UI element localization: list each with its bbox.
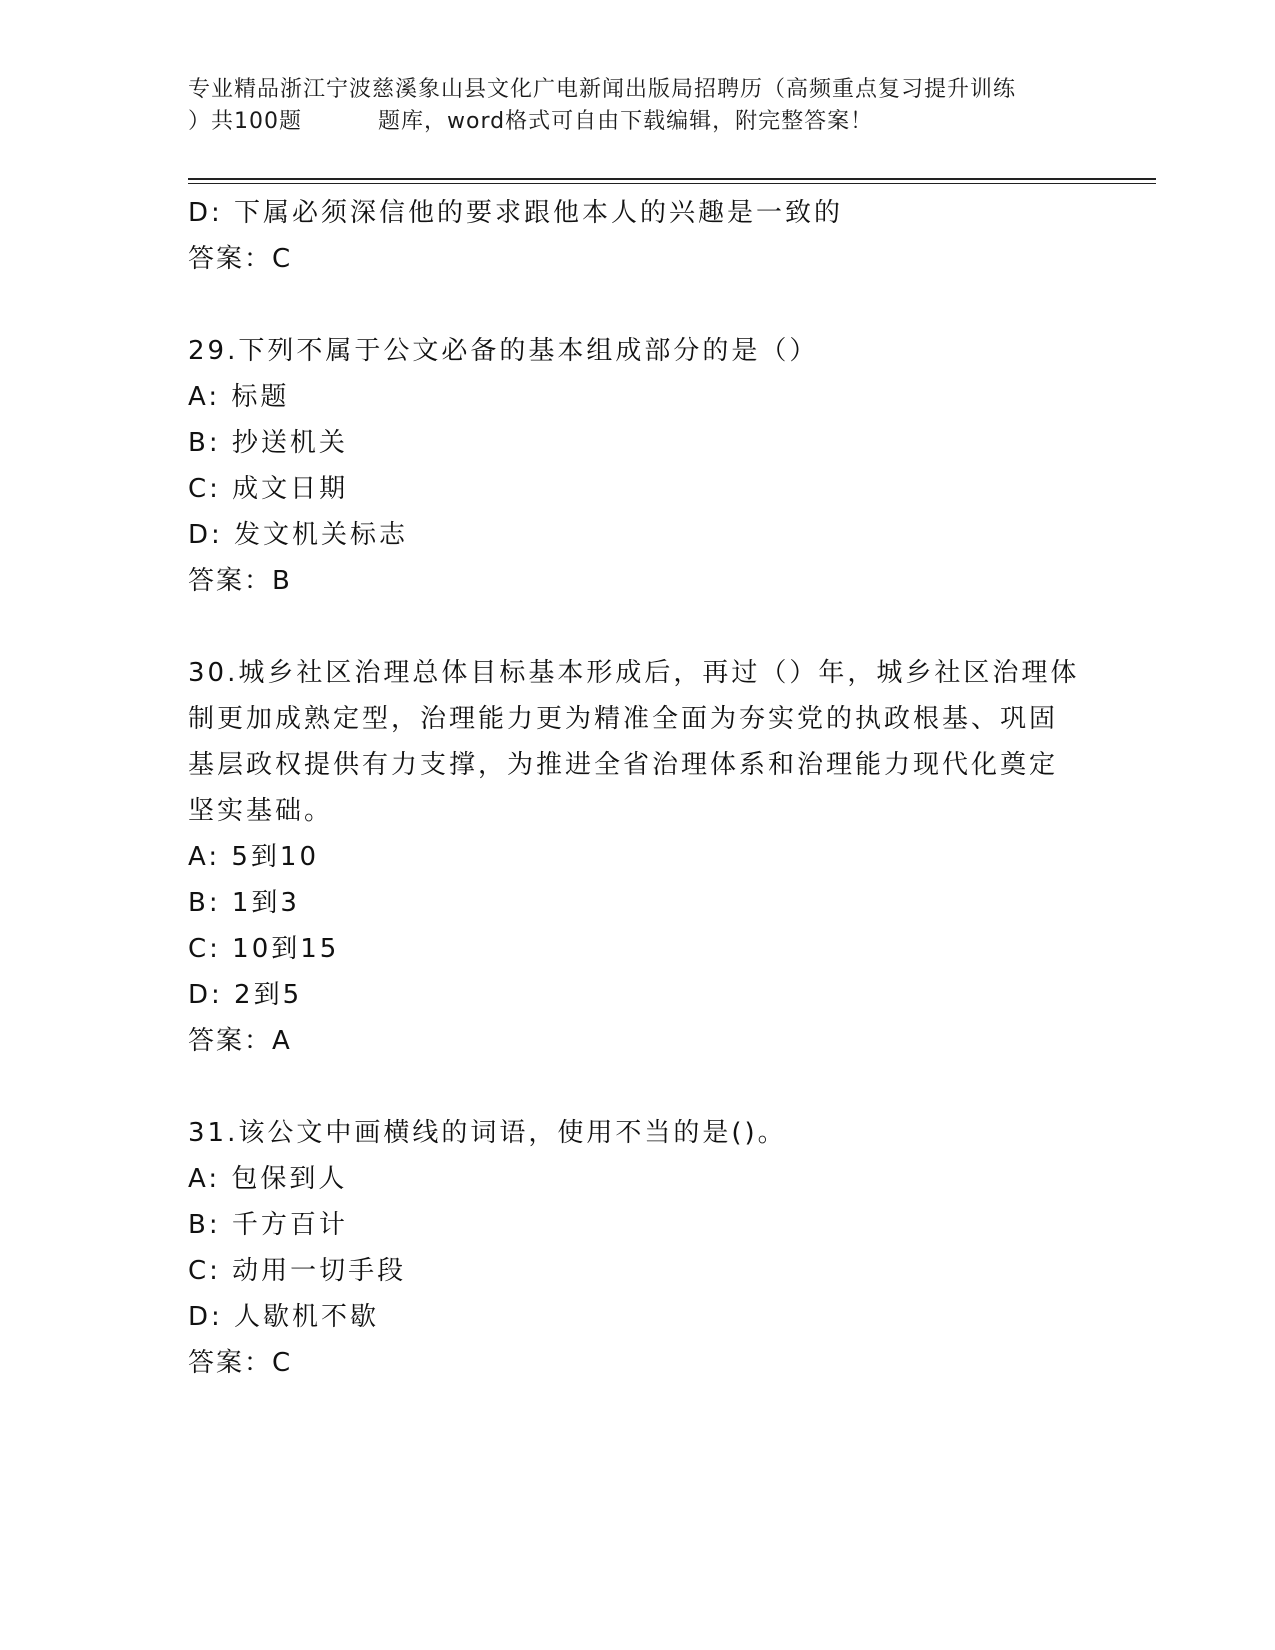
option-a: A: 包保到人: [188, 1164, 348, 1194]
header-line-1: 专业精品浙江宁波慈溪象山县文化广电新闻出版局招聘历（高频重点复习提升训练: [188, 77, 1017, 102]
option-c: C: 10到15: [188, 934, 340, 964]
option-d: D: 下属必须深信他的要求跟他本人的兴趣是一致的: [188, 198, 844, 228]
question-stem-line-1: 30.城乡社区治理总体目标基本形成后，再过（）年，城乡社区治理体: [188, 658, 1080, 688]
answer-line: 答案：C: [188, 1348, 293, 1378]
option-a: A: 5到10: [188, 842, 319, 872]
question-stem: 29.下列不属于公文必备的基本组成部分的是（）: [188, 336, 819, 366]
question-29: [188, 328, 1088, 604]
header-line-2-part-a: ）共100题: [188, 109, 302, 134]
option-c: C: 成文日期: [188, 474, 349, 504]
question-stem-line-4: 坚实基础。: [188, 796, 334, 826]
question-spacer: [188, 282, 1088, 328]
option-a: A: 标题: [188, 382, 290, 412]
header-line-2-part-b: 题库，word格式可自由下载编辑，附完整答案！: [378, 109, 874, 134]
question-stem-line-3: 基层政权提供有力支撑，为推进全省治理体系和治理能力现代化奠定: [188, 750, 1059, 780]
option-c: C: 动用一切手段: [188, 1256, 407, 1286]
question-spacer: [188, 1064, 1088, 1110]
document-body: [188, 190, 1088, 1386]
question-spacer: [188, 604, 1088, 650]
option-b: B: 千方百计: [188, 1210, 348, 1240]
question-31: [188, 1110, 1088, 1386]
option-b: B: 1到3: [188, 888, 300, 918]
header-line-2: [188, 106, 1088, 138]
option-b: B: 抄送机关: [188, 428, 348, 458]
header-divider-thin: [188, 183, 1156, 184]
answer-line: 答案：C: [188, 244, 293, 274]
option-d: D: 2到5: [188, 980, 303, 1010]
answer-line: 答案：B: [188, 566, 292, 596]
question-stem: 31.该公文中画横线的词语，使用不当的是()。: [188, 1118, 787, 1148]
document-header: [188, 74, 1088, 138]
answer-line: 答案：A: [188, 1026, 292, 1056]
question-stem-line-2: 制更加成熟定型，治理能力更为精准全面为夯实党的执政根基、巩固: [188, 704, 1059, 734]
option-d: D: 人歇机不歇: [188, 1302, 380, 1332]
previous-question-tail: [188, 190, 1088, 282]
question-30: [188, 650, 1088, 1064]
header-divider-thick: [188, 178, 1156, 180]
option-d: D: 发文机关标志: [188, 520, 409, 550]
